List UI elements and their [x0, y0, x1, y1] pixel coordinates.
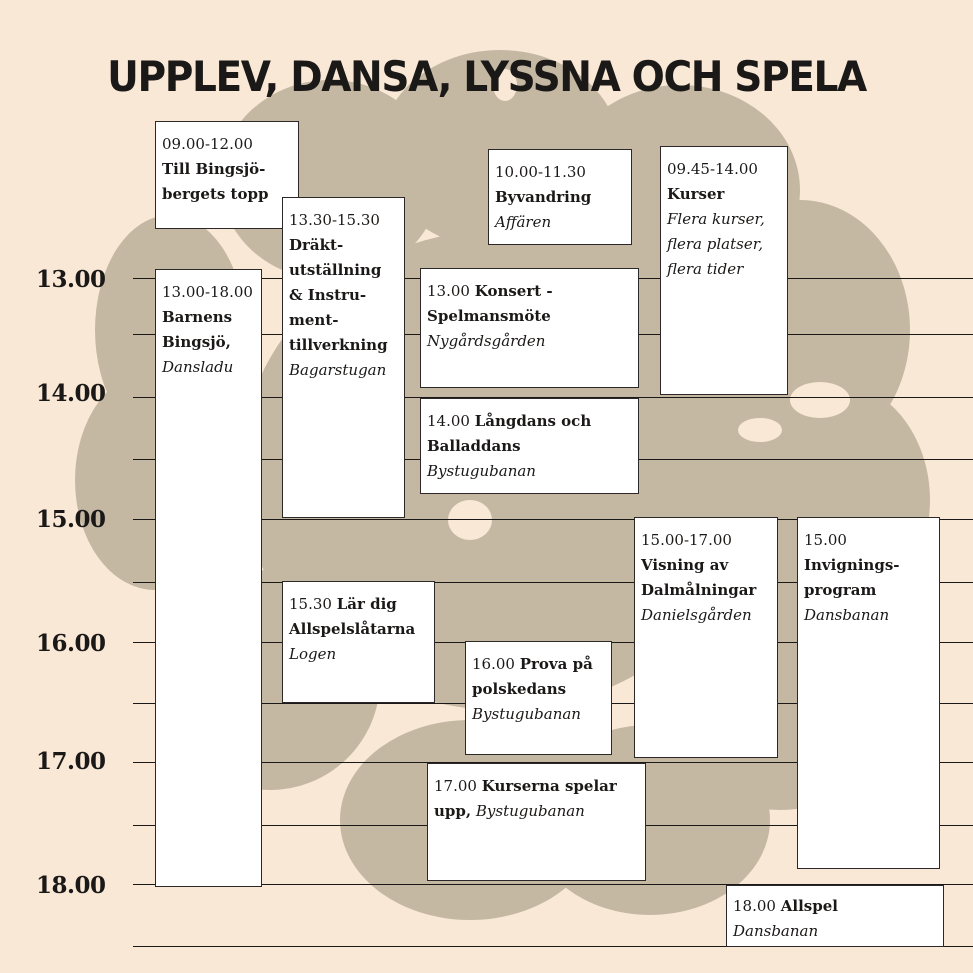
event-name: Allspel [780, 897, 838, 915]
event-konsert [420, 268, 639, 388]
event-place: Danielsgården [641, 606, 752, 624]
event-place: Flera kurser, flera platser, flera tider [667, 210, 765, 278]
event-place: Dansladu [162, 358, 234, 376]
event-place: Bystugubanan [475, 802, 585, 820]
event-time: 15.00 [804, 531, 847, 549]
event-name: Barnens Bingsjö, [162, 308, 233, 351]
event-name: Långdans och Balladdans [427, 412, 592, 455]
hour-label-18: 18.00 [36, 872, 106, 899]
event-kurserna [427, 763, 646, 881]
event-time: 18.00 [733, 897, 776, 915]
event-drakt [282, 197, 405, 518]
event-invigning [797, 517, 940, 869]
event-allspelslatarna [282, 581, 435, 703]
event-bingsjoberget [155, 121, 299, 229]
hour-label-17: 17.00 [36, 748, 106, 775]
event-place: Logen [289, 645, 337, 663]
hour-label-15: 15.00 [36, 506, 106, 533]
event-time: 13.00-18.00 [162, 283, 253, 301]
event-place: Dansbanan [804, 606, 890, 624]
event-place: Nygårdsgården [427, 332, 546, 350]
event-kurser [660, 146, 788, 395]
event-time: 13.30-15.30 [289, 211, 380, 229]
event-polskedans [465, 641, 612, 755]
event-langdans [420, 398, 639, 494]
event-place: Affären [495, 213, 552, 231]
event-time: 09.00-12.00 [162, 135, 253, 153]
event-time: 16.00 [472, 655, 515, 673]
event-time: 15.30 [289, 595, 332, 613]
hour-label-13: 13.00 [36, 266, 106, 293]
event-byvandring [488, 149, 632, 245]
event-name: Kurserna spelar upp, [434, 777, 617, 820]
event-name: Lär dig Allspelslåtarna [289, 595, 416, 638]
event-name: Konsert - Spelmansmöte [427, 282, 553, 325]
hour-label-16: 16.00 [36, 630, 106, 657]
event-place: Bystugubanan [472, 705, 581, 723]
event-name: Dräkt-utställning & Instru-ment-tillverkning [289, 236, 388, 354]
event-name: Prova på polskedans [472, 655, 593, 698]
event-name: Invignings-program [804, 556, 900, 599]
hour-label-14: 14.00 [36, 380, 106, 407]
event-time: 17.00 [434, 777, 477, 795]
event-name: Byvandring [495, 188, 592, 206]
event-barnens [155, 269, 262, 887]
event-time: 14.00 [427, 412, 470, 430]
event-name: Visning av Dalmålningar [641, 556, 757, 599]
event-name: Till Bingsjö-bergets topp [162, 160, 269, 203]
event-time: 15.00-17.00 [641, 531, 732, 549]
event-allspel [726, 885, 944, 947]
event-name: Kurser [667, 185, 725, 203]
event-visning [634, 517, 778, 758]
page-title: UPPLEV, DANSA, LYSSNA OCH SPELA [107, 52, 866, 101]
event-time: 10.00-11.30 [495, 163, 586, 181]
event-time: 13.00 [427, 282, 470, 300]
event-place: Dansbanan [733, 922, 819, 940]
event-place: Bystugubanan [427, 462, 536, 480]
event-place: Bagarstugan [289, 361, 387, 379]
event-time: 09.45-14.00 [667, 160, 758, 178]
